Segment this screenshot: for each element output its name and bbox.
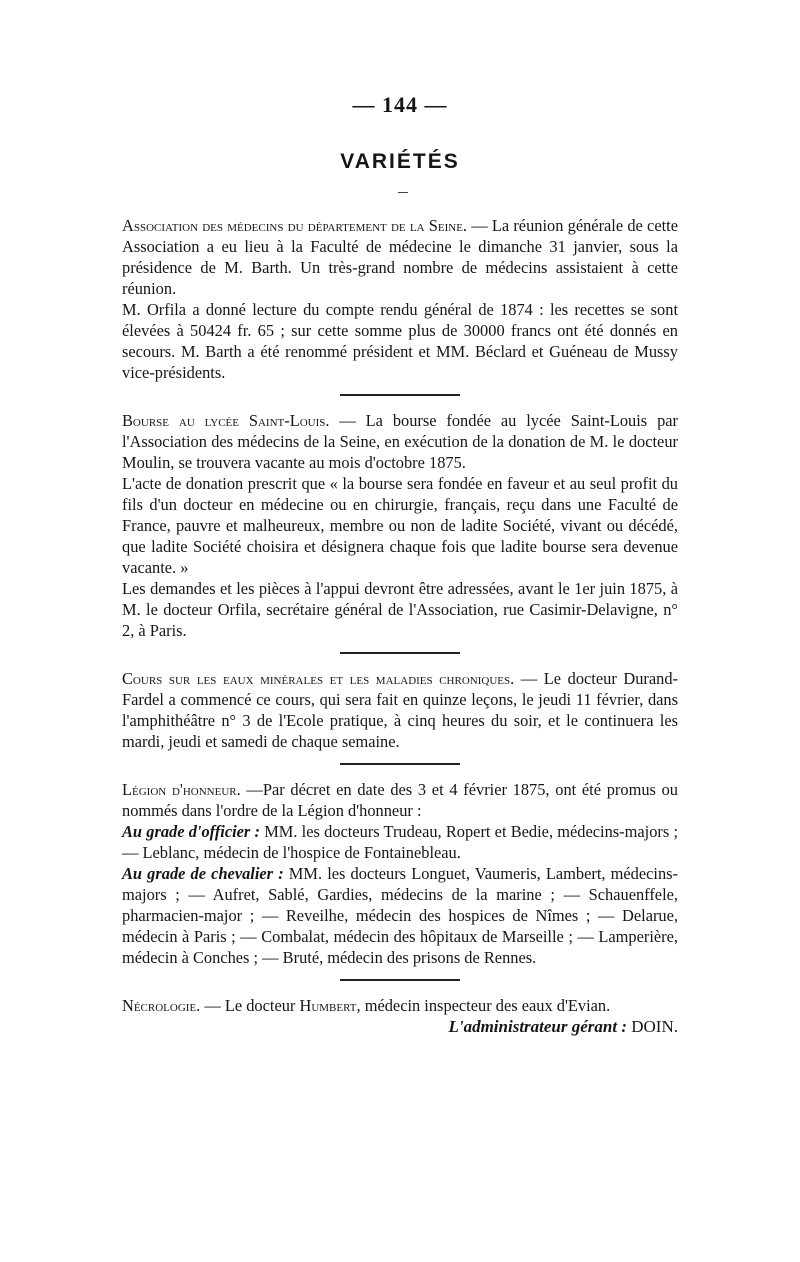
separator-rule xyxy=(340,763,460,765)
cours-paragraph xyxy=(122,668,678,752)
necrologie-heading: Nécrologie. xyxy=(122,996,201,1015)
bourse-paragraph-1 xyxy=(122,410,678,473)
cours-text: — Le docteur Durand-Fardel a commencé ce cours, qui sera fait en quinze leçons, le jeudi 11 février, dans l'amphithéâtre n° 3 de l'Ecole pratique, à cinq heures du soir, et le continuera les mardi, jeudi et samedi de chaque semaine. xyxy=(122,669,678,751)
legion-paragraph-1 xyxy=(122,779,678,821)
separator-rule xyxy=(340,652,460,654)
separator-rule xyxy=(340,979,460,981)
association-text-1: — La réunion générale de cette Association a eu lieu à la Faculté de médecine le dimanche 31 janvier, sous la présidence de M. Barth. Un très-grand nombre de médecins assistaient à cette réunion. xyxy=(122,216,678,298)
officier-text: MM. les docteurs Trudeau, Ropert et Bedie, médecins-majors ; — Leblanc, médecin de l'hospice de Fontainebleau. xyxy=(122,822,678,862)
officier-label: Au grade d'officier : xyxy=(122,822,260,841)
cours-heading: Cours sur les eaux minérales et les maladies chroniques. xyxy=(122,669,515,688)
page-number: — 144 — xyxy=(352,92,448,117)
section-title: VARIÉTÉS xyxy=(340,150,460,173)
association-paragraph-2: M. Orfila a donné lecture du compte rendu général de 1874 : les recettes se sont élevées à 50424 fr. 65 ; sur cette somme plus de 30000 francs ont été donnés en secours. M. Barth a été renommé président et MM. Béclard et Guéneau de Mussy vice-présidents. xyxy=(122,300,678,382)
legion-chevalier-paragraph xyxy=(122,863,678,968)
association-heading: Association des médecins du département de la Seine. xyxy=(122,216,468,235)
legion-heading: Légion d'honneur. xyxy=(122,780,241,799)
bourse-heading: Bourse au lycée Saint-Louis. xyxy=(122,411,330,430)
bourse-text-1: — La bourse fondée au lycée Saint-Louis par l'Association des médecins de la Seine, en exécution de la donation de M. le docteur Moulin, se trouvera vacante au mois d'octobre 1875. xyxy=(122,411,678,472)
legion-text-1: —Par décret en date des 3 et 4 février 1875, ont été promus ou nommés dans l'ordre de la Légion d'honneur : xyxy=(122,780,679,820)
necrologie-paragraph xyxy=(122,995,678,1016)
necrologie-text-a: — Le docteur xyxy=(200,996,300,1015)
article-body xyxy=(122,215,678,1037)
separator-rule xyxy=(340,394,460,396)
chevalier-label: Au grade de chevalier : xyxy=(122,864,284,883)
legion-officier-paragraph xyxy=(122,821,678,863)
bourse-paragraph-2: L'acte de donation prescrit que « la bourse sera fondée en faveur et au seul profit du fils d'un docteur en médecine ou en chirurgie, français, reçu dans une Faculté de France, pauvre et malheureux, membre ou non de ladite Société, vivant ou décédé, que ladite Société choisira et désignera chaque fois que ladite bourse sera devenue vacante. » xyxy=(122,474,678,577)
signature-name: DOIN. xyxy=(627,1017,678,1036)
necrologie-text-b: , médecin inspecteur des eaux d'Evian. xyxy=(356,996,611,1015)
association-paragraph-1 xyxy=(122,215,678,299)
signature-label: L'administrateur gérant : xyxy=(448,1017,627,1036)
title-ornament xyxy=(398,192,408,193)
chevalier-text: MM. les docteurs Longuet, Vaumeris, Lambert, médecins-majors ; — Aufret, Sablé, Gardies, médecins de la marine ; — Schauenffele, pharmacien-major ; — Reveilhe, médecin des hospices de Nîmes ; — Delarue, médecin à Paris ; — Combalat, médecin des hôpitaux de Marseille ; — Lamperière, médecin à Conches ; — Bruté, médecin des prisons de Rennes. xyxy=(122,864,678,967)
bourse-paragraph-3: Les demandes et les pièces à l'appui devront être adressées, avant le 1er juin 1875, à M. le docteur Orfila, secrétaire général de l'Association, rue Casimir-Delavigne, n° 2, à Paris. xyxy=(122,579,678,640)
necrologie-name: Humbert xyxy=(299,996,357,1015)
signature xyxy=(122,1016,678,1037)
